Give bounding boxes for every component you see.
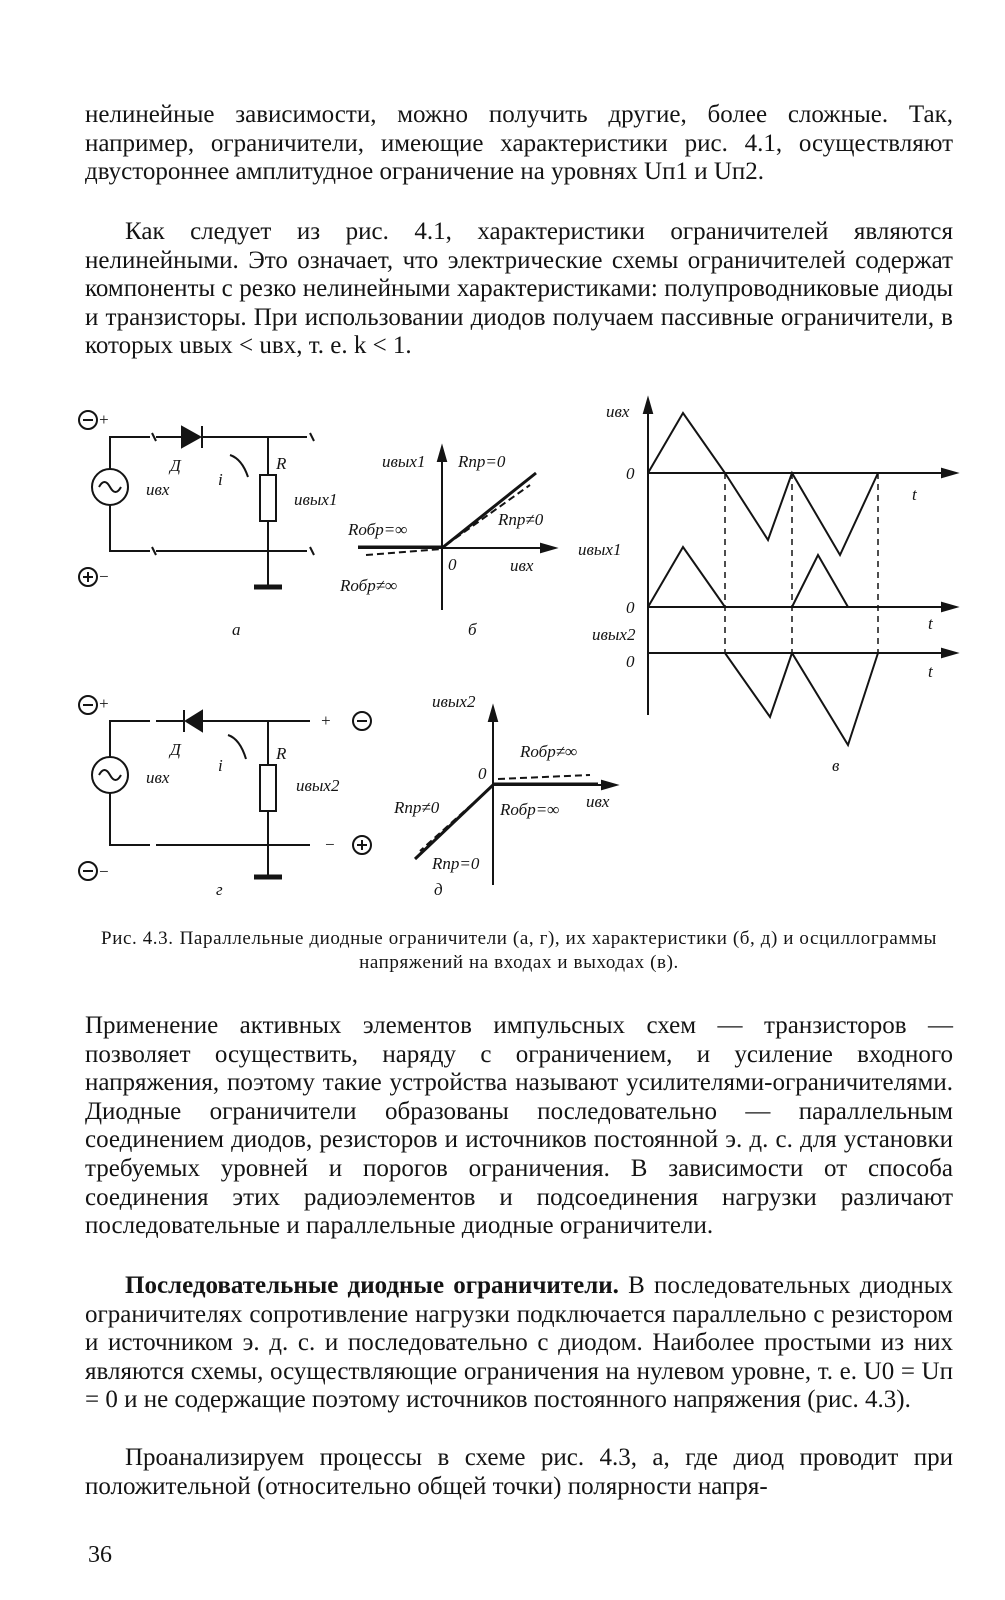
u-out1-label: uвых1 [294,490,338,509]
caption-text: Параллельные диодные ограничители (а, г), их характеристики (б, д) и осциллограммы напряжений на входах и выходах (в). [179,928,937,973]
u-out2-axis-label-d: uвых2 [432,692,476,711]
u-out2-label: uвых2 [296,776,340,795]
diode-g [186,711,202,731]
u-in-axis-label-v: uвх [606,402,630,421]
panel-label-d: д [434,880,443,899]
circuit-a [79,411,314,587]
plus-sign-g: + [98,694,110,713]
u-out1-wave [648,547,878,607]
resistor-label-g: R [276,744,287,763]
zero-label-v3: 0 [626,652,635,671]
paragraph-analysis: Проанализируем процессы в схеме рис. 4.3, а, где диод проводит при положительной (относительно общей точки) полярности напря- [85,1444,953,1500]
section-heading: Последовательные диодные ограничители. [125,1272,619,1299]
u-in-axis-label-b: uвх [510,556,534,575]
current-arrow-a [230,455,248,477]
caption-label: Рис. 4.3. [101,928,174,949]
u-out1-axis-label: uвых1 [382,452,426,471]
u-out2-wave [648,653,878,745]
r-fwd-nonzero-label: Rпр≠0 [498,510,544,529]
minus-sign: − [98,567,110,586]
r-rev-noninf-label-d: Rобр≠∞ [520,742,578,761]
u-in-wave [648,413,878,555]
zero-label-v1: 0 [626,464,635,483]
plus-sign: + [98,410,110,429]
minus-sign-out: − [324,835,336,854]
paragraph-series-text: В последовательных диодных ограничителях сопротивление нагрузки подключается параллельно с резистором и источником э. д. с. и последовательно с диодом. Наиболее простыми из них являются схемы, осуществляющие ограничения на нулевом уровне, т. е. U0 = Uп = 0 и не содержащие поэтому источников постоянного напряжения (рис. 4.3). [85,1272,954,1414]
figure-caption [85,927,953,975]
r-fwd-zero-label: Rпр=0 [458,452,506,471]
u-out1-axis-label-v: uвых1 [578,540,622,559]
time-label-2: t [928,614,933,633]
resistor-g [260,765,276,811]
oscillograms-v [644,399,956,745]
paragraph-intro: нелинейные зависимости, можно получить другие, более сложные. Так, например, ограничители, имеющие характеристики рис. 4.1, осуществляют двустороннее амплитудное ограничение на уровнях Uп1 и Uп2. [85,101,953,186]
r-rev-inf-label: Rобр=∞ [348,520,408,539]
zero-label-b: 0 [448,555,457,574]
panel-label-a: а [232,620,241,639]
paragraph-active-elements: Применение активных элементов импульсных схем — транзисторов — позволяет осуществить, наряду с ограничением, и усиление входного напряжения, поэтому такие устройства называют усилителями-ограничителями. Диодные ограничители образованы последовательно — параллельным соединением диодов, резисторов и источников постоянной э. д. с. для установки требуемых уровней и порогов ограничения. В зависимости от способа соединения этих радиоэлементов и подсоединения нагрузки различают последовательные и параллельные диодные ограничители. [85,1012,953,1240]
paragraph-series-limiters [85,1272,953,1415]
u-in-label: uвх [146,480,170,499]
u-in-axis-label-d: uвх [586,792,610,811]
resistor-label: R [276,454,287,473]
time-label-1: t [912,485,917,504]
r-fwd-zero-label-d: Rпр=0 [432,854,480,873]
current-label-g: i [218,756,223,775]
u-out2-axis-label-v: uвых2 [592,625,636,644]
panel-label-g: г [216,880,223,899]
zero-label-d: 0 [478,764,487,783]
diode-label: Д [170,456,181,475]
page-number: 36 [88,1542,112,1568]
time-label-3: t [928,662,933,681]
panel-label-v: в [832,756,840,775]
panel-label-b: б [468,620,477,639]
r-rev-inf-label-d: Rобр=∞ [500,800,560,819]
plus-sign-out: + [320,711,332,730]
diode-a [182,427,200,447]
r-rev-noninf-label: Rобр≠∞ [340,576,398,595]
zero-label-v2: 0 [626,598,635,617]
resistor-a [260,475,276,521]
minus-sign-g: − [98,862,110,881]
current-arrow-g [228,735,246,759]
paragraph-nonlinear: Как следует из рис. 4.1, характеристики ограничителей являются нелинейными. Это означает, что электрические схемы ограничителей содержат компоненты с резко нелинейными характеристиками: полупроводниковые диоды и транзисторы. При использовании диодов получаем пассивные ограничители, в которых uвых < uвх, т. е. k < 1. [85,218,953,360]
r-fwd-nonzero-label-d: Rпр≠0 [394,798,440,817]
diode-label-g: Д [170,740,181,759]
current-label: i [218,470,223,489]
u-in-label-g: uвх [146,768,170,787]
figure-4-3 [70,385,970,910]
